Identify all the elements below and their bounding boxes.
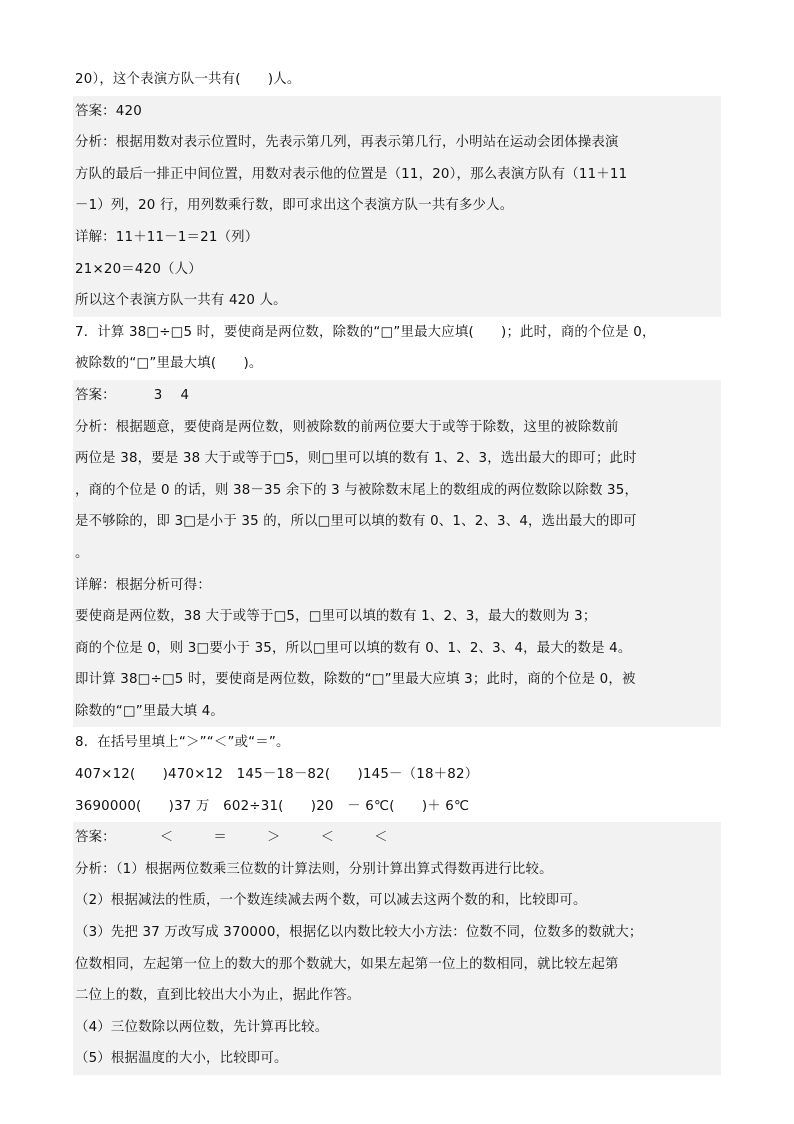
q7-detail-line: 要使商是两位数，38 大于或等于□5，□里可以填的数有 1、2、3，最大的数则为 3； — [73, 601, 721, 633]
q7-stem-line: 被除数的“□”里最大填( )。 — [75, 356, 263, 372]
q8-analysis-line: 位数相同，左起第一位上的数大的那个数就大，如果左起第一位上的数相同，就比较左起第 — [73, 949, 721, 981]
q7-answer-label: 答案： — [75, 387, 116, 403]
q7-answer — [73, 380, 721, 412]
q8-analysis-line: 分析：（1）根据两位数乘三位数的计算法则，分别计算出算式得数再进行比较。 — [73, 854, 721, 886]
q6-detail-line: 所以这个表演方队一共有 420 人。 — [73, 285, 721, 317]
q7-stem-line: 7．计算 38□÷□5 时，要使商是两位数，除数的“□”里最大应填( )；此时，商的个位是 0， — [75, 324, 656, 340]
q7-detail-line: 除数的“□”里最大填 4。 — [73, 696, 721, 728]
q8-answer — [73, 822, 721, 854]
q6-analysis-line: 方队的最后一排正中间位置，用数对表示他的位置是（11，20），那么表演方队有（11＋11 — [73, 159, 721, 191]
q8-answer-label: 答案： — [75, 830, 116, 846]
q8-analysis-line: （2）根据减法的性质，一个数连续减去两个数，可以减去这两个数的和，比较即可。 — [73, 885, 721, 917]
q7-analysis-line: 分析：根据题意，要使商是两位数，则被除数的前两位要大于或等于除数，这里的被除数前 — [73, 412, 721, 444]
q8-answer-5: ＜ — [374, 830, 388, 846]
q8-answer-4: ＜ — [320, 830, 335, 846]
q7-detail-line: 详解：根据分析可得： — [73, 570, 721, 602]
q7-analysis-line: 。 — [73, 538, 721, 570]
q8-analysis-line: （5）根据温度的大小，比较即可。 — [73, 1043, 721, 1075]
q6-stem-tail: 20），这个表演方队一共有( )人。 — [75, 72, 301, 87]
q6-detail-line: 21×20＝420（人） — [73, 254, 721, 286]
q8-row-1: 407×12( )470×12 145－18－82( )145－（18＋82） — [75, 767, 479, 783]
q6-detail-line: 详解：11＋11－1＝21（列） — [73, 222, 721, 254]
q8-stem: 8．在括号里填上“＞”“＜”或“＝”。 — [75, 735, 290, 751]
q6-answer: 答案：420 — [73, 96, 721, 128]
document-page — [73, 64, 721, 1075]
q7-detail-line: 即计算 38□÷□5 时，要使商是两位数，除数的“□”里最大应填 3；此时，商的个位是 0，被 — [73, 664, 721, 696]
q8-row-2: 3690000( )37 万 602÷31( )20 － 6℃( )＋ 6℃ — [75, 798, 470, 814]
q8-analysis-line: （4）三位数除以两位数，先计算再比较。 — [73, 1012, 721, 1044]
q7-analysis-line: ，商的个位是 0 的话，则 38－35 余下的 3 与被除数末尾上的数组成的两位数除以除数 35， — [73, 475, 721, 507]
q7-answer-1: 3 — [153, 387, 163, 403]
q8-answer-2: ＝ — [213, 830, 227, 846]
q8-analysis-line: 二位上的数，直到比较出大小为止，据此作答。 — [73, 980, 721, 1012]
q7-answer-2: 4 — [180, 387, 190, 403]
q7-analysis-line: 是不够除的，即 3□是小于 35 的，所以□里可以填的数有 0、1、2、3、4，选出最大的即可 — [73, 506, 721, 538]
q7-detail-line: 商的个位是 0，则 3□要小于 35，所以□里可以填的数有 0、1、2、3、4，最大的数是 4。 — [73, 633, 721, 665]
q8-answer-1: ＜ — [159, 830, 174, 846]
q6-analysis-line: 分析：根据用数对表示位置时，先表示第几列，再表示第几行，小明站在运动会团体操表演 — [73, 127, 721, 159]
q8-analysis-line: （3）先把 37 万改写成 370000，根据亿以内数比较大小方法：位数不同，位数多的数就大； — [73, 917, 721, 949]
q7-analysis-line: 两位是 38，要是 38 大于或等于□5，则□里可以填的数有 1、2、3，选出最大的即可；此时 — [73, 443, 721, 475]
q6-analysis-line: －1）列，20 行，用列数乘行数，即可求出这个表演方队一共有多少人。 — [73, 190, 721, 222]
q8-answer-3: ＞ — [266, 830, 281, 846]
